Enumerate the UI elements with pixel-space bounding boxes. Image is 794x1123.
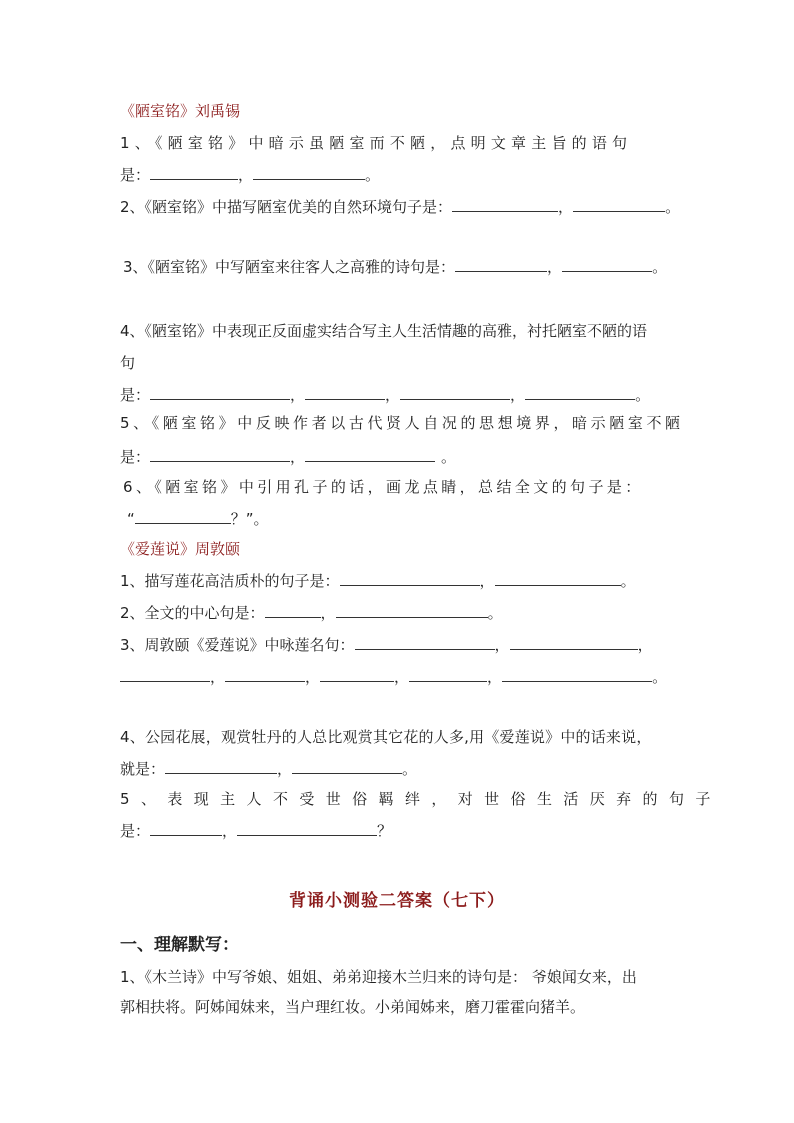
answer-1-line-2: 郭相扶将。阿姊闻妹来，当户理红妆。小弟闻姊来，磨刀霍霍向猪羊。 bbox=[120, 998, 586, 1016]
lotus-question-3 bbox=[120, 634, 653, 656]
comma: ， bbox=[494, 636, 510, 654]
answer-blank[interactable] bbox=[562, 256, 652, 272]
comma: ， bbox=[479, 572, 495, 590]
question-1-answer bbox=[120, 164, 380, 186]
question-4-answer bbox=[120, 384, 650, 406]
period: 。 bbox=[365, 166, 381, 184]
section-heading-ailianshuo: 《爱莲说》周敦颐 bbox=[120, 540, 241, 558]
period: 。 bbox=[635, 386, 651, 404]
comma: ， bbox=[558, 198, 574, 216]
answer-blank[interactable] bbox=[225, 666, 305, 682]
comma: ， bbox=[222, 822, 238, 840]
question-end: ？”。 bbox=[230, 510, 269, 528]
comma: ， bbox=[320, 604, 336, 622]
answer-prefix: 是： bbox=[120, 448, 151, 466]
period: 。 bbox=[665, 198, 681, 216]
answer-blank[interactable] bbox=[355, 634, 495, 650]
answer-blank[interactable] bbox=[336, 602, 488, 618]
lotus-question-5-text: 5、表现主人不受世俗羁绊，对世俗生活厌弃的句子 bbox=[120, 790, 722, 808]
question-1-text: 1、《陋室铭》中暗示虽陋室而不陋，点明文章主旨的语句 bbox=[120, 134, 633, 152]
answer-blank[interactable] bbox=[150, 164, 238, 180]
answer-prefix: 是： bbox=[120, 386, 151, 404]
answer-1-line-1: 1、《木兰诗》中写爷娘、姐姐、弟弟迎接木兰归来的诗句是： 爷娘闻女来，出 bbox=[120, 968, 637, 986]
answer-prefix: 就是： bbox=[120, 760, 166, 778]
answer-blank[interactable] bbox=[400, 384, 510, 400]
period: 。 bbox=[402, 760, 418, 778]
answer-blank[interactable] bbox=[452, 196, 558, 212]
open-quote: “ bbox=[127, 510, 135, 528]
period: 。 bbox=[652, 668, 668, 686]
period: 。 bbox=[441, 448, 457, 466]
lotus-question-5-answer bbox=[120, 820, 392, 842]
lotus-question-4-answer bbox=[120, 758, 417, 780]
answer-blank[interactable] bbox=[320, 666, 394, 682]
answer-blank[interactable] bbox=[305, 384, 385, 400]
question-5-answer bbox=[120, 446, 456, 468]
answer-blank[interactable] bbox=[525, 384, 635, 400]
lotus-question-2 bbox=[120, 602, 503, 624]
answer-blank[interactable] bbox=[253, 164, 365, 180]
answer-blank[interactable] bbox=[495, 570, 621, 586]
lotus-question-3-text: 3、周敦颐《爱莲说》中咏莲名句： bbox=[120, 636, 355, 654]
answer-blank[interactable] bbox=[305, 446, 435, 462]
lotus-question-4-text: 4、公园花展，观赏牡丹的人总比观赏其它花的人多,用《爱莲说》中的话来说， bbox=[120, 728, 652, 746]
section-title-comprehension: 一、理解默写： bbox=[120, 935, 239, 955]
question-2-text: 2、《陋室铭》中描写陋室优美的自然环境句子是： bbox=[120, 198, 453, 216]
comma: ， bbox=[547, 258, 563, 276]
answer-blank[interactable] bbox=[120, 666, 210, 682]
question-6-answer bbox=[127, 508, 269, 530]
comma: ， bbox=[510, 386, 526, 404]
lotus-question-1 bbox=[120, 570, 636, 592]
answer-blank[interactable] bbox=[573, 196, 665, 212]
answer-blank[interactable] bbox=[510, 634, 638, 650]
answer-blank[interactable] bbox=[409, 666, 487, 682]
answers-title: 背诵小测验二答案（七下） bbox=[289, 891, 505, 911]
period: 。 bbox=[487, 604, 503, 622]
comma: ， bbox=[290, 386, 306, 404]
comma: ， bbox=[210, 668, 226, 686]
answer-blank[interactable] bbox=[340, 570, 480, 586]
question-5-text: 5、《陋室铭》中反映作者以古代贤人自况的思想境界，暗示陋室不陋 bbox=[120, 414, 684, 432]
question-4-cont: 句 bbox=[120, 354, 136, 372]
answer-blank[interactable] bbox=[265, 602, 321, 618]
answer-blank[interactable] bbox=[455, 256, 547, 272]
comma: ， bbox=[394, 668, 410, 686]
question-3-text: 3、《陋室铭》中写陋室来往客人之高雅的诗句是： bbox=[123, 258, 456, 276]
comma: ， bbox=[305, 668, 321, 686]
comma: ， bbox=[385, 386, 401, 404]
answer-blank[interactable] bbox=[292, 758, 402, 774]
lotus-question-2-text: 2、全文的中心句是： bbox=[120, 604, 265, 622]
answer-blank[interactable] bbox=[237, 820, 377, 836]
section-heading-loushiming: 《陋室铭》刘禹锡 bbox=[120, 102, 241, 120]
comma: ， bbox=[487, 668, 503, 686]
comma: ， bbox=[290, 448, 306, 466]
period: 。 bbox=[652, 258, 668, 276]
answer-blank[interactable] bbox=[502, 666, 652, 682]
answer-prefix: 是： bbox=[120, 822, 151, 840]
lotus-question-1-text: 1、描写莲花高洁质朴的句子是： bbox=[120, 572, 340, 590]
answer-blank[interactable] bbox=[135, 508, 231, 524]
comma: ， bbox=[277, 760, 293, 778]
comma: ， bbox=[637, 636, 653, 654]
question-3 bbox=[123, 256, 667, 278]
answer-blank[interactable] bbox=[150, 384, 290, 400]
comma: ， bbox=[238, 166, 254, 184]
period: 。 bbox=[620, 572, 636, 590]
question-4-text: 4、《陋室铭》中表现正反面虚实结合写主人生活情趣的高雅，衬托陋室不陋的语 bbox=[120, 322, 648, 340]
answer-blank[interactable] bbox=[165, 758, 277, 774]
answer-blank[interactable] bbox=[150, 446, 290, 462]
question-2 bbox=[120, 196, 680, 218]
question-mark: ？ bbox=[377, 822, 393, 840]
lotus-question-3-cont bbox=[120, 666, 667, 688]
answer-prefix: 是： bbox=[120, 166, 151, 184]
answer-blank[interactable] bbox=[150, 820, 222, 836]
question-6-text: 6、《陋室铭》中引用孔子的话，画龙点睛，总结全文的句子是： bbox=[123, 478, 644, 496]
